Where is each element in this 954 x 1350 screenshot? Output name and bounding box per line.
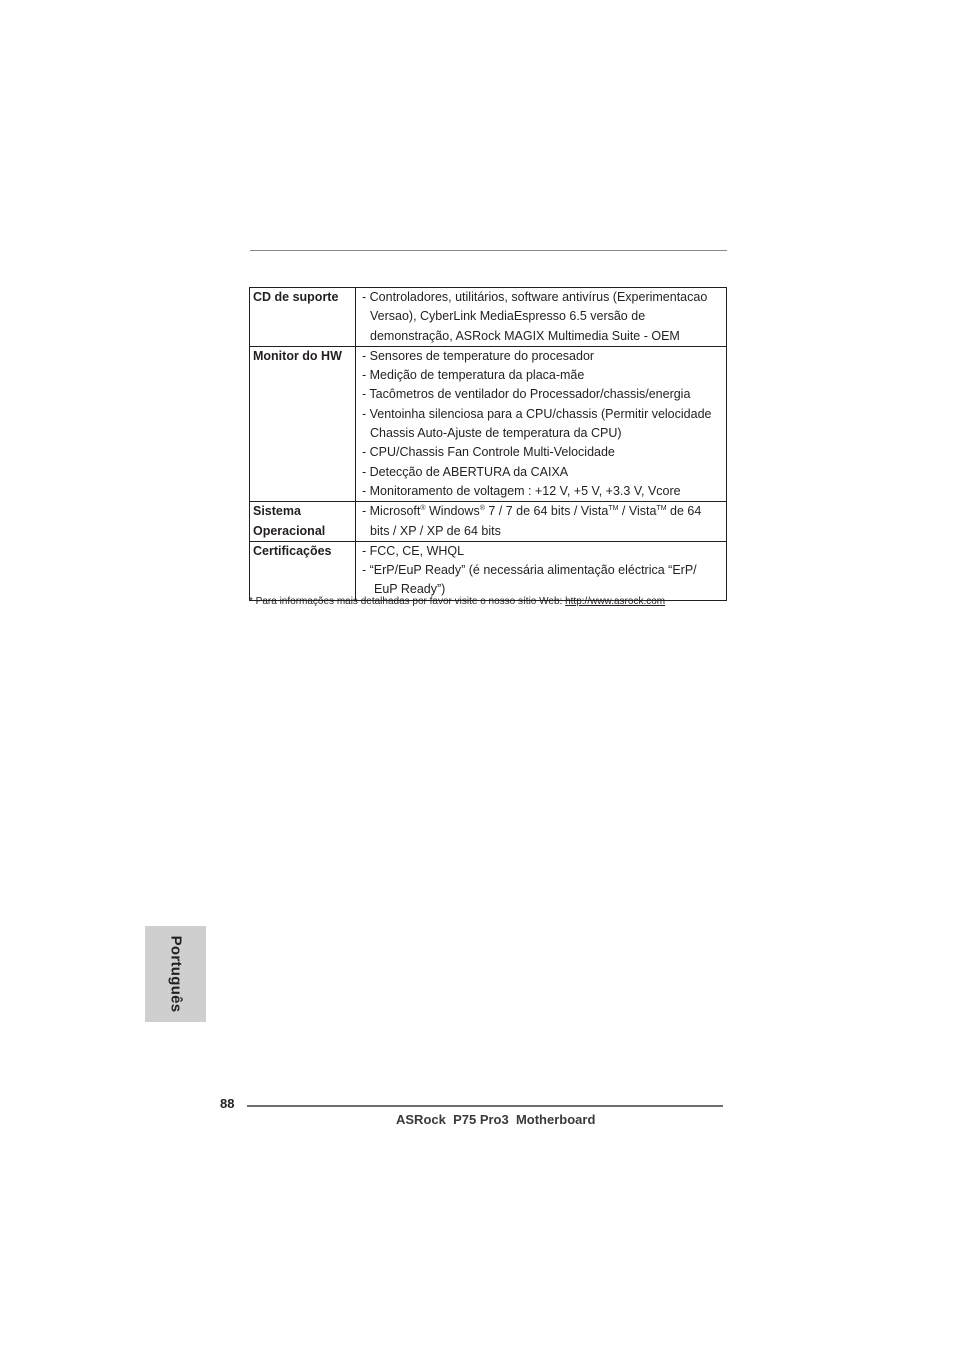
footnote [249, 595, 665, 609]
website-link[interactable]: http://www.asrock.com [565, 596, 666, 607]
value-line: - “ErP/EuP Ready” (é necessária alimentação eléctrica “ErP/ [362, 563, 697, 578]
row-value [356, 288, 727, 347]
value-line: - Detecção de ABERTURA da CAIXA [362, 464, 569, 479]
footnote-text: * Para informações mais detalhadas por favor visite o nosso sítio Web: [249, 596, 566, 607]
value-line: - Controladores, utilitários, software antivírus (Experimentacao [362, 290, 708, 304]
row-label-text: Monitor do HW [253, 348, 342, 363]
trademark-mark: TM [656, 505, 667, 513]
row-label [250, 346, 356, 501]
value-line: - FCC, CE, WHQL [362, 543, 465, 558]
value-line: EuP Ready”) [374, 582, 446, 597]
language-tab-label: Português [167, 935, 184, 1013]
value-line: demonstração, ASRock MAGIX Multimedia Suite - OEM [370, 328, 680, 343]
registered-mark: ® [420, 505, 426, 513]
value-line: - Ventoinha silenciosa para a CPU/chassis (Permitir velocidade [362, 406, 712, 421]
row-label-text: Certificações [253, 543, 332, 558]
row-label [250, 502, 356, 542]
os-line [362, 502, 722, 521]
value-line: - Sensores de temperature do procesador [362, 348, 595, 363]
row-value [356, 346, 727, 501]
row-value [356, 541, 727, 600]
table-row [250, 288, 727, 347]
os-text: de 64 [666, 504, 702, 519]
value-line: Versao), CyberLink MediaEspresso 6.5 versão de [370, 309, 646, 324]
row-label-text: Operacional [253, 523, 326, 538]
os-text: - Microsoft [362, 504, 421, 519]
spec-table [249, 287, 727, 601]
row-label-text: CD de suporte [253, 290, 339, 304]
value-line: Chassis Auto-Ajuste de temperatura da CPU) [370, 426, 622, 441]
row-label [250, 288, 356, 347]
value-line: - CPU/Chassis Fan Controle Multi-Velocidade [362, 445, 615, 460]
row-label [250, 541, 356, 600]
footer-title: ASRock P75 Pro3 Motherboard [396, 1112, 596, 1127]
table-row [250, 502, 727, 542]
os-text: Windows [425, 504, 480, 519]
value-line: - Medição de temperatura da placa-mãe [362, 368, 585, 383]
value-line: bits / XP / XP de 64 bits [370, 523, 501, 538]
language-tab [145, 926, 206, 1022]
os-text: 7 / 7 de 64 bits / Vista [484, 504, 609, 519]
value-line: - Tacômetros de ventilador do Processador/chassis/energia [362, 387, 691, 402]
os-text: / Vista [618, 504, 657, 519]
value-line: - Monitoramento de voltagem : +12 V, +5 V, +3.3 V, Vcore [362, 483, 681, 498]
row-value [356, 502, 727, 542]
top-divider [250, 250, 727, 251]
trademark-mark: TM [608, 505, 619, 513]
row-label-text: Sistema [253, 504, 301, 519]
registered-mark: ® [479, 505, 485, 513]
table-row [250, 541, 727, 600]
bottom-divider [247, 1105, 723, 1107]
table-row [250, 346, 727, 501]
page-number: 88 [220, 1096, 235, 1111]
